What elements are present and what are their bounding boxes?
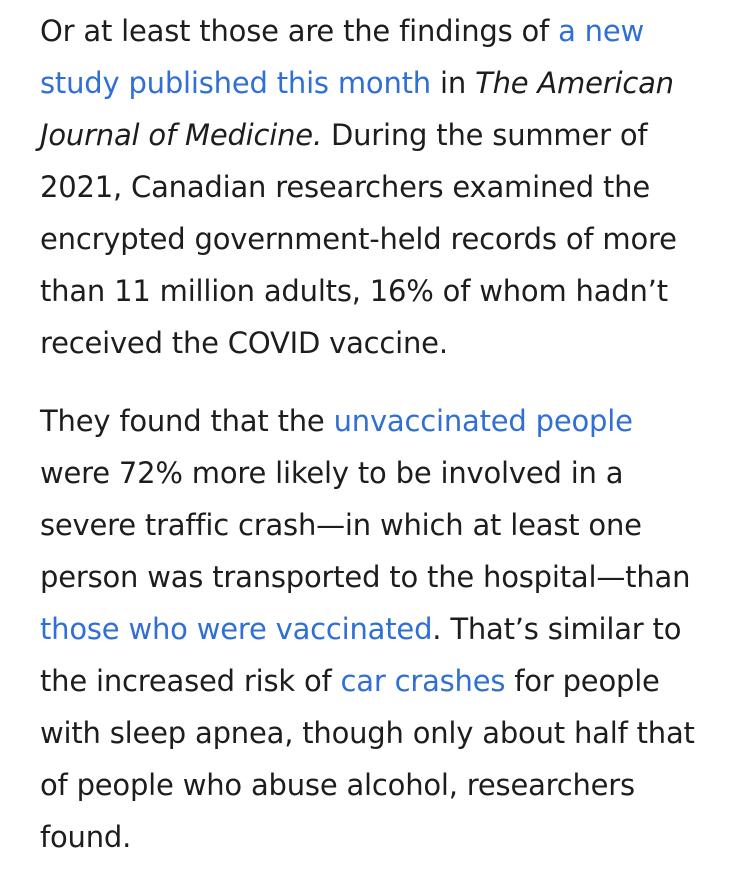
paragraph1-text-b: in [430,66,476,100]
vaccinated-people-link[interactable]: those who were vaccinated [40,612,433,646]
paragraph-findings [40,0,710,369]
new-study-link[interactable]: a new study published this month [40,14,645,100]
car-crashes-link[interactable]: car crashes [340,664,506,698]
paragraph1-text-c: During the summer of 2021, Canadian researchers examined the encrypted government-held records of more than 11 million adults, 16% of whom hadn’t received the COVID vaccine. [40,118,677,360]
journal-title: The American Journal of Medicine. [40,66,674,152]
paragraph1-text-a: Or at least those are the findings of [40,14,559,48]
paragraph2-text-a: They found that the [40,404,334,438]
paragraph2-text-d: for people with sleep apnea, though only about half that of people who abuse alcohol, researchers found. [40,664,695,854]
paragraph2-text-c: . That’s similar to the increased risk of [40,612,682,698]
paragraph2-text-b: were 72% more likely to be involved in a severe traffic crash—in which at least one person was transported to the hospital—than [40,456,691,594]
paragraph-results [40,395,710,863]
unvaccinated-people-link[interactable]: unvaccinated people [333,404,633,438]
